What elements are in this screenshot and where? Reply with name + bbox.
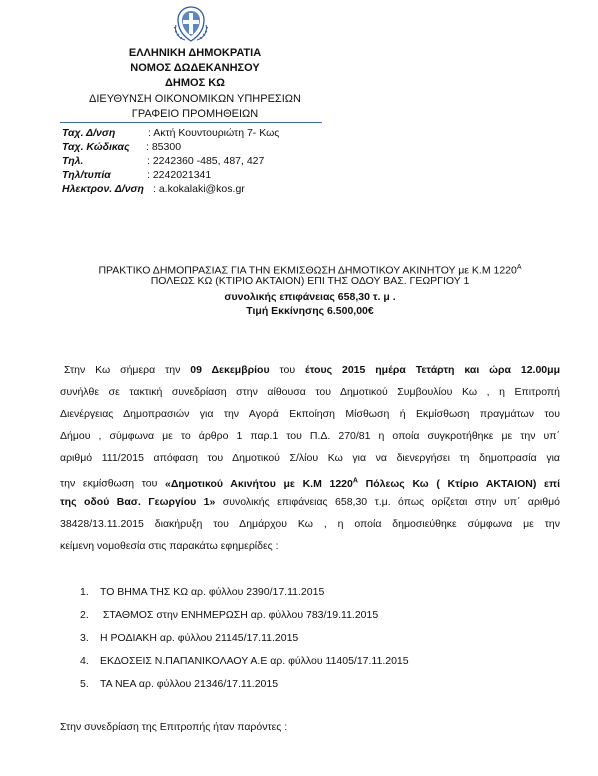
contact-value: : 85300 <box>146 141 182 153</box>
contact-label: Ηλεκτρον. Δ/νση <box>62 183 144 195</box>
list-item: 5. ΤΑ ΝΕΑ αρ. φύλλου 21346/17.11.2015 <box>80 678 279 690</box>
title-line-4: Τιμή Εκκίνησης 6.500,00€ <box>246 305 374 317</box>
title-line-3: συνολικής επιφάνειας 658,30 τ. μ . <box>224 291 396 303</box>
contact-value: : 2242360 -485, 487, 427 <box>147 155 265 167</box>
body-line-8: 38428/13.11.2015 διακήρυξη του Δημάρχου Κω , η οποία δημοσιεύθηκε σύμφωνα με την <box>60 518 560 530</box>
header-office: ΓΡΑΦΕΙΟ ΠΡΟΜΗΘΕΙΩΝ <box>131 108 259 120</box>
body-line-9: κείμενη νομοθεσία στις παρακάτω εφημερίδες : <box>60 540 279 552</box>
contact-label: Τηλ/τυπία <box>62 169 111 181</box>
contact-label: Τηλ. <box>62 155 84 167</box>
list-item: 3. Η ΡΟΔΙΑΚΗ αρ. φύλλου 21145/17.11.2015 <box>80 632 299 644</box>
contact-value: : 2242021341 <box>147 169 212 181</box>
body-line-3: Διενέργειας Δημοπρασιών για την Αγορά Εκποίηση Μίσθωση ή Εκμίσθωση πραγμάτων του <box>60 408 560 420</box>
header-directorate: ΔΙΕΥΘΥΝΣΗ ΟΙΚΟΝΟΜΙΚΩΝ ΥΠΗΡΕΣΙΩΝ <box>89 93 301 105</box>
body-line-7: της οδού Βασ. Γεωργίου 1» συνολικής επιφάνειας 658,30 τ.μ. όπως ορίζεται στην υπ΄ αριθμό <box>60 496 560 508</box>
contact-value: : Ακτή Κουντουριώτη 7- Κως <box>148 127 280 139</box>
greek-emblem-icon <box>170 3 212 45</box>
body-line-1: Στην Κω σήμερα την 09 Δεκεμβρίου του έτους 2015 ημέρα Τετάρτη και ώρα 12.00μμ <box>64 364 560 376</box>
list-item: 4. ΕΚΔΟΣΕΙΣ Ν.ΠΑΠΑΝΙΚΟΛΑΟΥ Α.Ε αρ. φύλλου 11405/17.11.2015 <box>80 655 409 667</box>
contact-label: Ταχ. Κώδικας <box>62 141 130 153</box>
list-item: 1. ΤΟ ΒΗΜΑ ΤΗΣ ΚΩ αρ. φύλλου 2390/17.11.2015 <box>80 586 325 598</box>
contact-value: : a.kokalaki@kos.gr <box>153 183 245 195</box>
header-divider <box>60 122 322 123</box>
title-line-1: ΠΡΑΚΤΙΚΟ ΔΗΜΟΠΡΑΣΙΑΣ ΓΙΑ ΤΗΝ ΕΚΜΙΣΘΩΣΗ ΔΗΜΟΤΙΚΟΥ ΑΚΙΝΗΤΟΥ με Κ.Μ $1220^A$ <box>98 264 522 277</box>
list-item: 2. ΣΤΑΘΜΟΣ στην ΕΝΗΜΕΡΩΣΗ αρ. φύλλου 783/19.11.2015 <box>80 609 379 621</box>
contact-label: Ταχ. Δ/νση <box>62 127 116 139</box>
closing-line: Στην συνεδρίαση της Επιτροπής ήταν παρόντες : <box>60 721 288 733</box>
body-line-4: Δήμου , σύμφωνα με το άρθρο 1 παρ.1 του Π.Δ. 270/81 η οποία συγκροτήθηκε με την υπ΄ <box>60 430 560 442</box>
header-municipality: ΔΗΜΟΣ ΚΩ <box>165 77 225 89</box>
header-republic: ΕΛΛΗΝΙΚΗ ΔΗΜΟΚΡΑΤΙΑ <box>128 47 262 59</box>
body-line-5: αριθμό 111/2015 απόφαση του Δημοτικού Σ/λίου Κω για να διενεργήσει τη δημοπρασία για <box>60 452 560 464</box>
title-line-2: ΠΟΛΕΩΣ ΚΩ (ΚΤΙΡΙΟ ΑΚΤΑΙΟΝ) ΕΠΙ ΤΗΣ ΟΔΟΥ ΒΑΣ. ΓΕΩΡΓΙΟΥ 1 <box>150 275 470 287</box>
body-line-2: συνήλθε σε τακτική συνεδρίαση στην αίθουσα του Δημοτικού Συμβουλίου Κω , η Επιτροπή <box>60 386 560 398</box>
header-prefecture: ΝΟΜΟΣ ΔΩΔΕΚΑΝΗΣΟΥ <box>130 62 260 74</box>
body-line-6: την εκμίσθωση του «Δημοτικού Ακινήτου με Κ.Μ $1220^A$ Πόλεως Κω ( Κτίριο ΑΚΤΑΙΟΝ) επί <box>60 477 560 490</box>
